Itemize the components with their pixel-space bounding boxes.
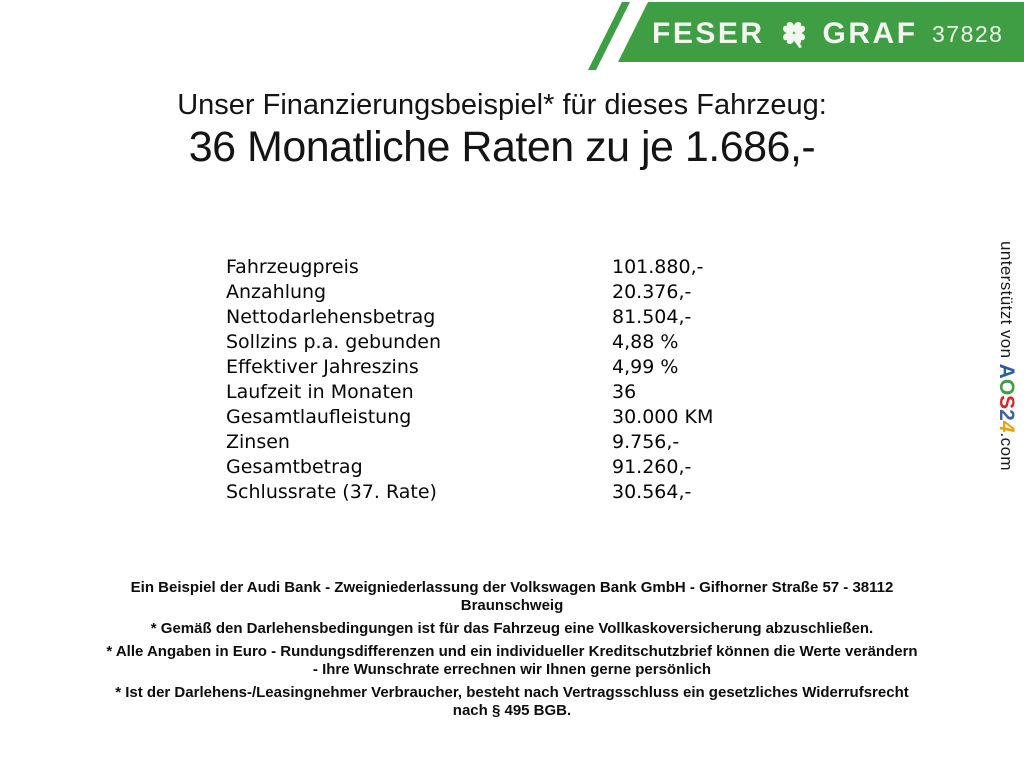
row-value: 30.000 KM [612, 406, 714, 428]
table-row [226, 455, 713, 480]
aos24-letter: S [995, 395, 1018, 410]
four-leaf-clover-icon [774, 14, 814, 54]
table-row [226, 330, 713, 355]
table-row [226, 430, 713, 455]
euro-rounding-note: * Alle Angaben in Euro - Rundungsdifferenzen und ein individueller Kreditschutzbrief können die Werte verändern - Ihre Wunschrate errechnen wir Ihnen gerne persönlich [106, 643, 918, 678]
row-label: Nettodarlehensbetrag [226, 306, 436, 328]
row-label: Anzahlung [226, 281, 327, 303]
vehicle-number: 37828 [932, 21, 1004, 47]
monthly-rate-headline: 36 Monatliche Raten zu je 1.686,- [188, 123, 816, 171]
table-row [226, 405, 713, 430]
legal-footnotes [0, 579, 1024, 725]
brand-name-part1: FESER [652, 17, 765, 50]
financing-table [226, 255, 713, 505]
row-label: Effektiver Jahreszins [226, 356, 419, 378]
row-value: 91.260,- [612, 456, 692, 478]
row-value: 101.880,- [612, 256, 704, 278]
row-value: 81.504,- [612, 306, 692, 328]
withdrawal-right-note: * Ist der Darlehens-/Leasingnehmer Verbraucher, besteht nach Vertragsschluss ein gesetzliches Widerrufsrecht nach § 495 BGB. [115, 684, 909, 719]
brand-name-part2: GRAF [822, 17, 918, 50]
bank-example-note: Ein Beispiel der Audi Bank - Zweigniederlassung der Volkswagen Bank GmbH - Gifhorner Straße 57 - 38112 Braunschweig [130, 579, 894, 614]
supported-by-text: unterstützt von [997, 241, 1016, 364]
row-value: 9.756,- [612, 431, 680, 453]
table-row [226, 280, 713, 305]
table-row [226, 305, 713, 330]
row-value: 36 [612, 381, 637, 403]
aos24-domain-suffix: .com [997, 432, 1016, 471]
row-value: 4,99 % [612, 356, 679, 378]
table-row [226, 480, 713, 505]
aos24-letter: 2 [995, 409, 1018, 421]
row-label: Schlussrate (37. Rate) [226, 481, 437, 503]
row-value: 20.376,- [612, 281, 692, 303]
aos24-letter: O [995, 378, 1018, 396]
aos24-logo [995, 364, 1018, 433]
row-label: Gesamtlaufleistung [226, 406, 412, 428]
row-label: Gesamtbetrag [226, 456, 363, 478]
row-label: Laufzeit in Monaten [226, 381, 414, 403]
row-value: 4,88 % [612, 331, 679, 353]
insurance-note: * Gemäß den Darlehensbedingungen ist für das Fahrzeug eine Vollkaskoversicherung abzuschließen. [150, 620, 874, 637]
financing-example-title: Unser Finanzierungsbeispiel* für dieses Fahrzeug: [177, 89, 827, 121]
row-label: Fahrzeugpreis [226, 256, 359, 278]
table-row [226, 255, 713, 280]
row-label: Zinsen [226, 431, 290, 453]
row-value: 30.564,- [612, 481, 692, 503]
aos24-letter: 4 [995, 420, 1018, 433]
supported-by-strip [994, 241, 1018, 541]
brand-logo [652, 14, 918, 54]
table-row [226, 380, 713, 405]
row-label: Sollzins p.a. gebunden [226, 331, 441, 353]
aos24-letter: A [995, 363, 1018, 379]
table-row [226, 355, 713, 380]
